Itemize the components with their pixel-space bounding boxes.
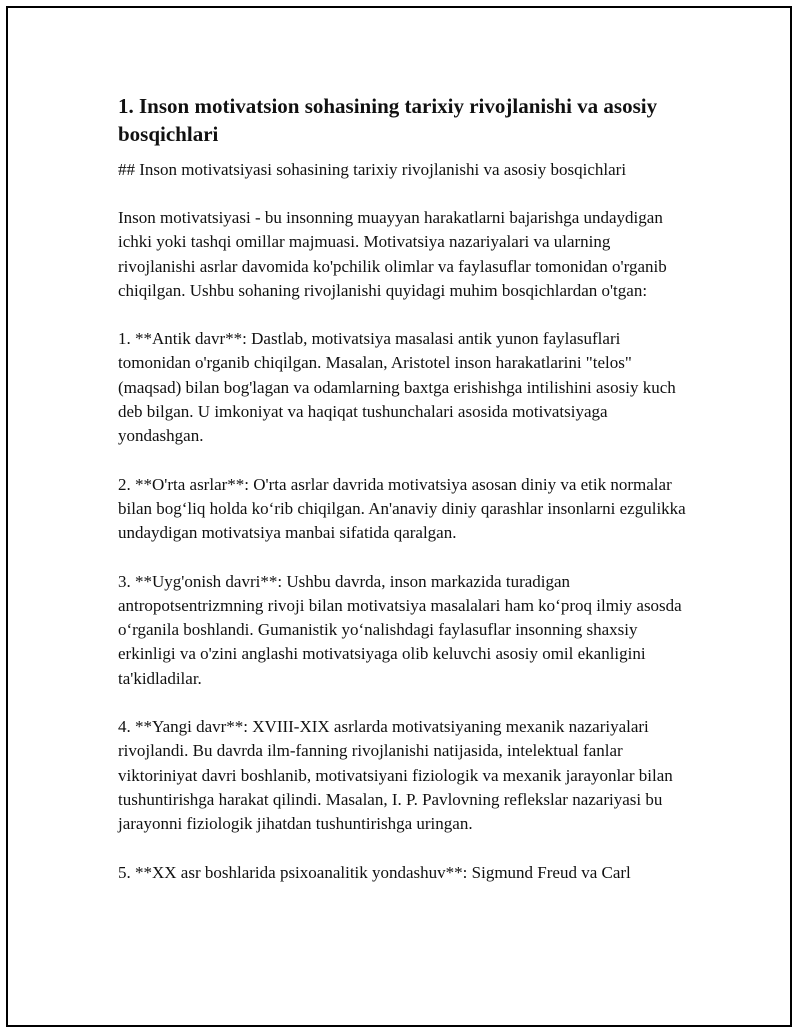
intro-paragraph: Inson motivatsiyasi - bu insonning muayyan harakatlarni bajarishga undaydigan ichki yoki tashqi omillar majmuasi. Motivatsiya nazariyalari va ularning rivojlanishi asrlar davomida ko'pchilik olimlar va faylasuflar tomonidan o'rganib chiqilgan. Ushbu sohaning rivojlanishi quyidagi muhim bosqichlardan o'tgan: (118, 208, 667, 300)
list-item-antik-davr: 1. **Antik davr**: Dastlab, motivatsiya masalasi antik yunon faylasuflari tomonidan o'rganib chiqilgan. Masalan, Aristotel inson harakatlarini "telos" (maqsad) bilan bog'lagan va odamlarning baxtga erishishga intilishini asosiy kuch deb bilgan. U imkoniyat va haqiqat tushunchalari asosida motivatsiyaga yondashgan. (118, 329, 676, 446)
list-item-uygonish-davri: 3. **Uyg'onish davri**: Ushbu davrda, inson markazida turadigan antropotsentrizmning rivoji bilan motivatsiya masalalari ham ko‘proq ilmiy asosda o‘rganila boshlandi. Gumanistik yo‘nalishdagi faylasuflar insonning shaxsiy erkinligi va o'zini anglashi motivatsiyaga olib keluvchi asosiy omil ekanligini ta'kidladilar. (118, 571, 682, 688)
document-title: 1. Inson motivatsion sohasining tarixiy rivojlanishi va asosiy bosqichlari (118, 94, 658, 146)
document-body (118, 92, 688, 909)
list-item-xx-asr: 5. **XX asr boshlarida psixoanalitik yondashuv**: Sigmund Freud va Carl (118, 862, 631, 882)
list-item-orta-asrlar: 2. **O'rta asrlar**: O'rta asrlar davrida motivatsiya asosan diniy va etik normalar bilan bog‘liq holda ko‘rib chiqilgan. An'anaviy diniy qarashlar insonlarni ezgulikka undaydigan motivatsiya manbai sifatida qaralgan. (118, 474, 686, 543)
section-subheading: ## Inson motivatsiyasi sohasining tarixiy rivojlanishi va asosiy bosqichlari (118, 160, 627, 179)
list-item-yangi-davr: 4. **Yangi davr**: XVIII-XIX asrlarda motivatsiyaning mexanik nazariyalari rivojlandi. Bu davrda ilm-fanning rivojlanishi natijasida, intelektual fanlar viktoriniyat davri boshlanib, motivatsiyani fiziologik va mexanik jarayonlar bilan tushuntirishga harakat qilindi. Masalan, I. P. Pavlovning reflekslar nazariyasi bu jarayonni fiziologik jihatdan tushuntirishga uringan. (118, 717, 673, 834)
